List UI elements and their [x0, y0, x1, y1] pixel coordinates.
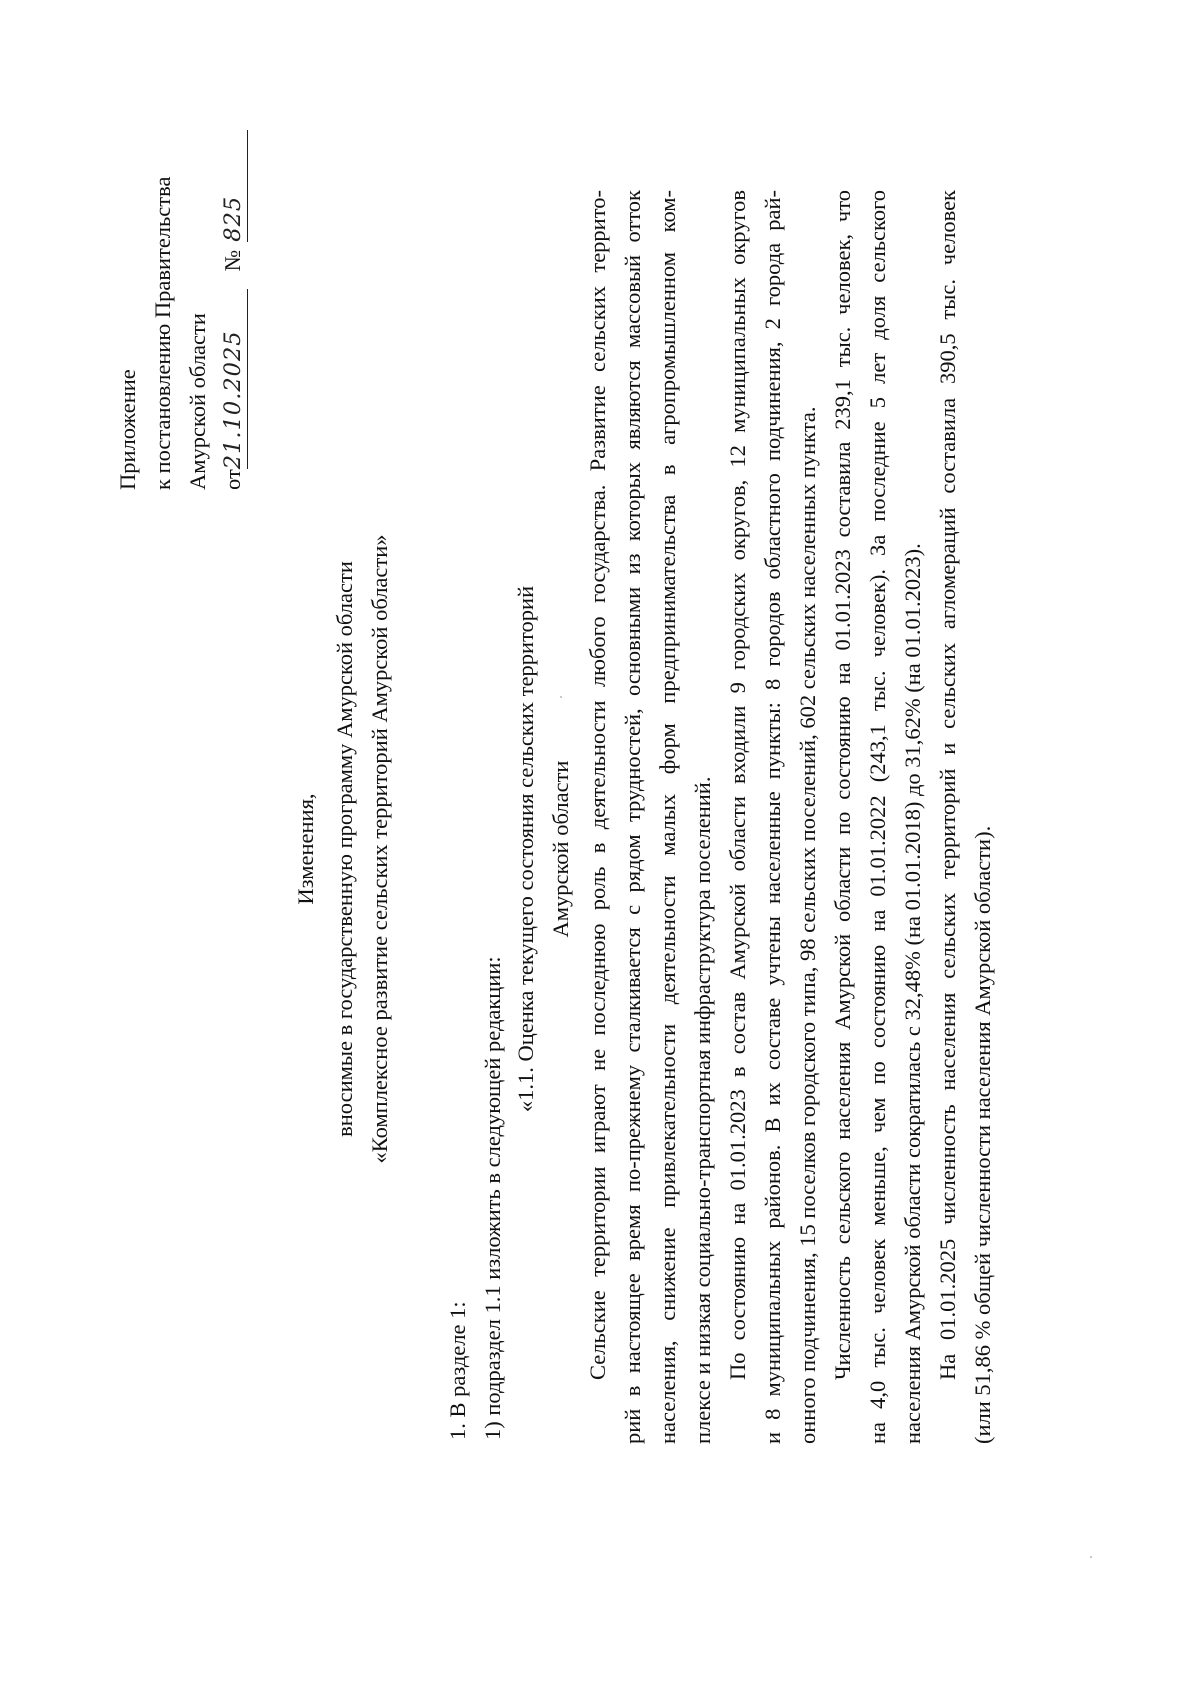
p4-line-2: (или 51,86 % общей численности населения Амурской области).: [970, 825, 995, 1444]
title-program: «Комплексное развитие сельских территорий Амурской области»: [367, 534, 392, 1164]
p1-line-3: населения, снижение привлекательности деятельности малых форм предпринимательства в агропромышленном ком-: [655, 190, 680, 1444]
subsection-title: «1.1. Оценка текущего состояния сельских территорий: [513, 585, 538, 1113]
p1-line-2: рий в настоящее время по-прежнему сталкивается с рядом трудностей, основными из которых являются массовый отток: [620, 190, 645, 1444]
p2-line-3: онного подчинения, 15 поселков городского типа, 98 сельских поселений, 602 сельских населенных пункта.: [795, 406, 820, 1444]
p3-line-3: населения Амурской области сократилась с 32,48% (на 01.01.2018) до 31,62% (на 01.01.2023).: [900, 543, 925, 1444]
header-date-number: [215, 130, 250, 490]
p3-line-1: Численность сельского населения Амурской области по состоянию на 01.01.2023 составила 239,1 тыс. человек, что: [830, 190, 855, 1380]
handwritten-date: 21.10.2025: [219, 289, 248, 469]
date-prefix: от: [220, 469, 245, 490]
handwritten-number: 825: [219, 130, 248, 242]
number-prefix: №: [220, 249, 245, 272]
section-heading: 1. В разделе 1:: [445, 1301, 470, 1440]
title-subject: вносимые в государственную программу Амурской области: [332, 561, 357, 1137]
p3-line-2: на 4,0 тыс. человек меньше, чем по состоянию на 01.01.2022 (243,1 тыс. человек). За последние 5 лет доля сельского: [865, 190, 890, 1444]
p1-line-1: Сельские территории играют не последнюю роль в деятельности любого государства. Развитие сельских террито-: [585, 190, 610, 1380]
header-resolution: к постановлению Правительства: [150, 176, 175, 490]
title-changes: Изменения,: [293, 793, 318, 905]
section-item-1: 1) подраздел 1.1 изложить в следующей редакции:: [480, 956, 505, 1440]
p1-line-4: плексе и низкая социально-транспортная инфраструктура поселений.: [690, 776, 715, 1444]
subsection-title-cont: Амурской области: [548, 760, 573, 938]
header-appendix: Приложение: [115, 369, 140, 490]
p4-line-1: На 01.01.2025 численность населения сельских территорий и сельских агломераций составила 390,5 тыс. человек: [935, 190, 960, 1380]
p2-line-2: и 8 муниципальных районов. В их составе учтены населенные пункты: 8 городов областного подчинения, 2 города рай-: [760, 190, 785, 1444]
p2-line-1: По состоянию на 01.01.2023 в состав Амурской области входили 9 городских округов, 12 муниципальных округов: [725, 190, 750, 1380]
header-region: Амурской области: [185, 313, 210, 490]
